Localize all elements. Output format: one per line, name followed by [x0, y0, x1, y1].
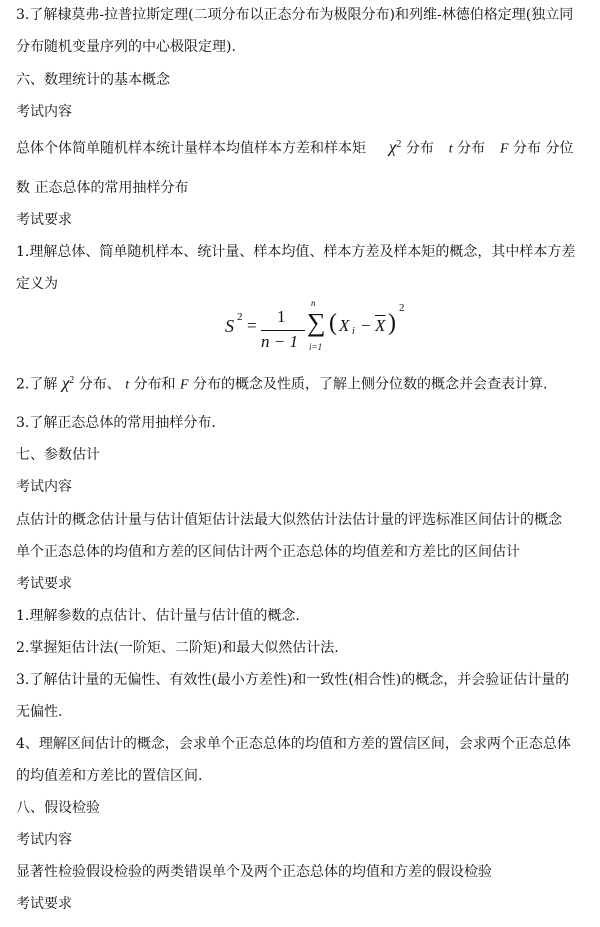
sample-variance-formula — [225, 298, 425, 362]
subheading: 考试要求 — [16, 212, 72, 228]
math-sup: 2 — [69, 375, 75, 386]
math-s: S — [225, 316, 234, 336]
text-line: 单个正态总体的均值和方差的区间估计两个正态总体的均值差和方差比的区间估计 — [16, 544, 520, 560]
text-line: 3.了解估计量的无偏性、有效性(最小方差性)和一致性(相合性)的概念，并会验证估计量的 — [16, 672, 570, 688]
text-line: 3.了解棣莫弗-拉普拉斯定理(二项分布以正态分布为极限分布)和列维-林德伯格定理(独立同 — [16, 7, 574, 23]
math-minus: − — [361, 316, 371, 335]
text-line — [16, 371, 588, 396]
subheading: 考试内容 — [16, 832, 72, 848]
math-sum: ∑ — [307, 308, 326, 337]
text-line: 2.掌握矩估计法(一阶矩、二阶矩)和最大似然估计法. — [16, 640, 339, 656]
text-span: 分布 — [457, 140, 486, 157]
math-t: t — [125, 377, 130, 393]
text-line: 的均值差和方差比的置信区间. — [16, 768, 203, 784]
text-line: 定义为 — [16, 276, 58, 292]
text-span: 分布 — [405, 140, 434, 157]
text-line: 点估计的概念估计量与估计值矩估计法最大似然估计法估计量的评选标准区间估计的概念 — [16, 512, 562, 528]
math-paren: ) — [388, 310, 396, 336]
text-span: 分布和 — [133, 376, 176, 393]
text-line: 1.理解总体、简单随机样本、统计量、样本均值、样本方差及样本矩的概念，其中样本方差 — [16, 244, 576, 260]
math-paren: ( — [329, 310, 337, 336]
math-chi: χ — [388, 137, 397, 157]
math-numerator: 1 — [277, 307, 286, 326]
text-line: 3.了解正态总体的常用抽样分布. — [16, 415, 216, 431]
text-span: 分布的概念及性质，了解上侧分位数的概念并会查表计算. — [193, 376, 548, 393]
section-heading: 七、参数估计 — [16, 447, 100, 463]
text-line: 4、理解区间估计的概念，会求单个正态总体的均值和方差的置信区间，会求两个正态总体 — [16, 736, 571, 752]
subheading: 考试要求 — [16, 576, 72, 592]
math-t: t — [448, 141, 453, 157]
text-line: 显著性检验假设检验的两类错误单个及两个正态总体的均值和方差的假设检验 — [16, 864, 492, 880]
math-sup: 2 — [237, 311, 243, 323]
math-xbar: $\overline{X}$ — [375, 316, 386, 335]
text-span: 总体个体简单随机样本统计量样本均值样本方差和样本矩 — [16, 140, 366, 157]
math-sup: 2 — [399, 302, 405, 314]
math-sum-top: n — [311, 298, 316, 308]
text-line: 1.理解参数的点估计、估计量与估计值的概念. — [16, 608, 300, 624]
subheading: 考试内容 — [16, 104, 72, 120]
subheading: 考试要求 — [16, 896, 72, 912]
math-sum-bottom: i=1 — [309, 342, 323, 352]
fraction-bar — [261, 330, 305, 331]
text-line: 数 正态总体的常用抽样分布 — [16, 180, 189, 196]
math-f: F — [500, 141, 509, 157]
math-sub: i — [352, 326, 355, 337]
text-span: 分布、 — [78, 376, 121, 393]
math-sup: 2 — [396, 139, 402, 150]
text-span: 分布 分位 — [513, 140, 574, 157]
math-denominator: n − 1 — [261, 332, 298, 351]
math-chi: χ — [61, 373, 70, 393]
math-x: X — [339, 316, 350, 335]
text-line: 分布随机变量序列的中心极限定理). — [16, 39, 236, 55]
math-eq: = — [247, 316, 257, 335]
text-line: 无偏性. — [16, 704, 63, 720]
section-heading: 八、假设检验 — [16, 800, 100, 816]
subheading: 考试内容 — [16, 479, 72, 495]
math-f: F — [180, 377, 189, 393]
text-line — [16, 135, 588, 160]
section-heading: 六、数理统计的基本概念 — [16, 72, 170, 88]
text-span: 2.了解 — [16, 376, 58, 393]
